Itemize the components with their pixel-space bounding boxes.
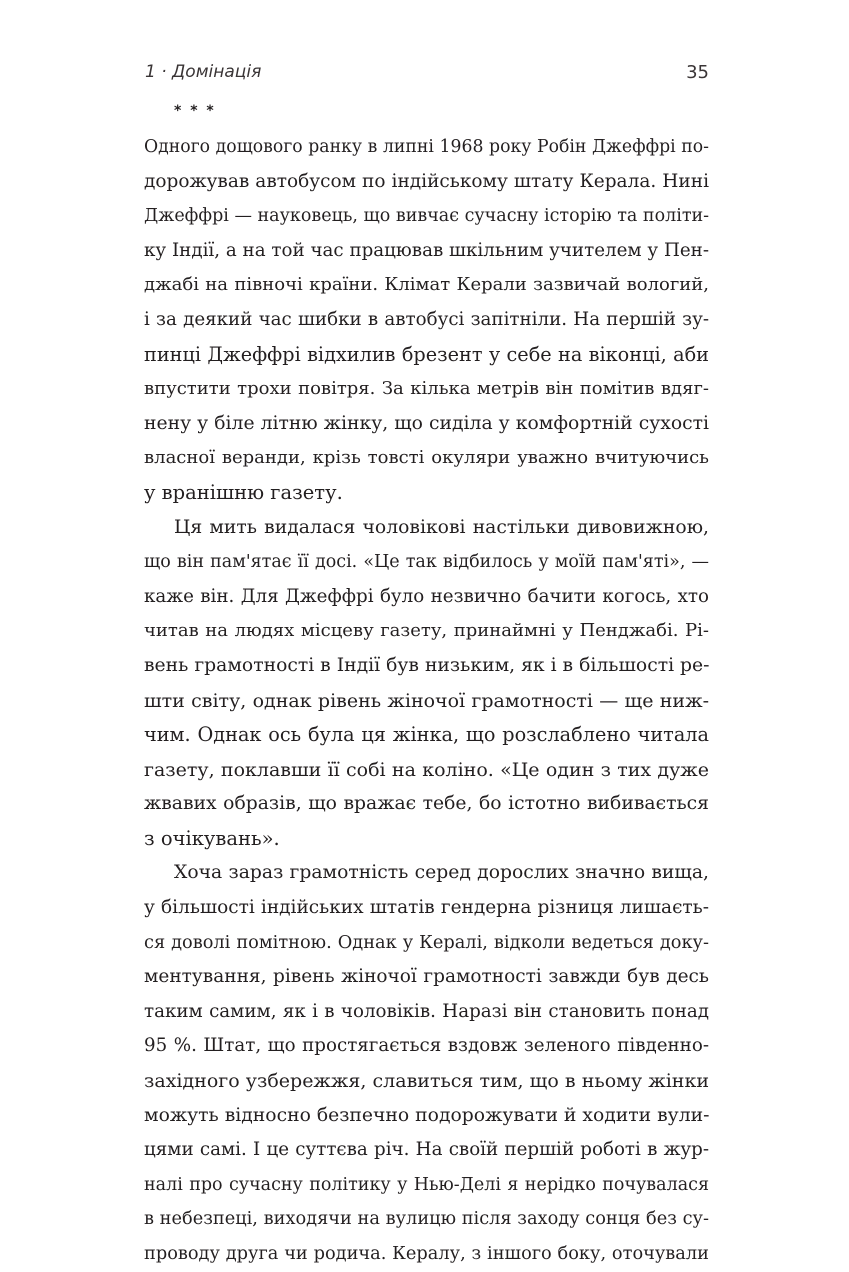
text-line: західного узбережжя, славиться тим, що в ньому жінки (144, 1070, 709, 1093)
text-line: налі про сучасну політику у Нью-Делі я нерідко почувалася (144, 1174, 709, 1195)
running-head (145, 62, 709, 86)
text-line: в небезпеці, виходячи на вулицю після заходу сонця без су- (144, 1209, 709, 1230)
text-line: Одного дощового ранку в липні 1968 року Робін Джеффрі по- (144, 137, 709, 157)
text-line: впустити трохи повітря. За кілька метрів він помітив вдяг- (144, 378, 709, 400)
text-line: нену у біле літню жінку, що сиділа у комфортній сухості (144, 412, 709, 434)
text-line: власної веранди, крізь товсті окуляри уважно вчитуючись (144, 447, 709, 469)
text-line: Джеффрі — науковець, що вивчає сучасну історію та політи- (144, 206, 710, 227)
text-line: таким самим, як і в чоловіків. Наразі він становить понад (144, 1000, 709, 1022)
text-line: вень грамотності в Індії був низьким, як і в більшості ре- (144, 654, 710, 676)
text-line: можуть відносно безпечно подорожувати й ходити вули- (144, 1104, 710, 1126)
page-number: 35 (686, 62, 709, 83)
text-line: газету, поклавши її собі на коліно. «Це один з тих дуже (144, 758, 709, 781)
text-line: чим. Однак ось була ця жінка, що розслаблено читала (144, 723, 709, 747)
body-text (144, 130, 709, 1272)
paragraph-1 (144, 130, 709, 511)
text-line: дорожував автобусом по індійському штату Керала. Нині (144, 170, 709, 192)
text-line: ку Індії, а на той час працював шкільним учителем у Пен- (144, 239, 709, 261)
text-line: читав на людях місцеву газету, принаймні у Пенджабі. Рі- (144, 620, 709, 642)
text-line: каже він. Для Джеффрі було незвично бачити когось, хто (144, 585, 709, 607)
text-line: ментування, рівень жіночої грамотності завжди був десь (144, 966, 709, 988)
text-line: ся доволі помітною. Однак у Кералі, відколи ведеться доку- (144, 932, 709, 953)
paragraph-2 (144, 511, 709, 857)
text-line: проводу друга чи родича. Кералу, з іншого боку, оточували (144, 1244, 709, 1264)
text-line: пинці Джеффрі відхилив брезент у себе на віконці, аби (144, 342, 709, 366)
chapter-title: 1 · Домінація (145, 62, 262, 82)
text-line: з очікувань». (144, 826, 280, 850)
section-break: * * * (174, 103, 216, 119)
text-line: шти світу, однак рівень жіночої грамотності — ще ниж- (144, 689, 709, 712)
text-line: у більшості індійських штатів гендерна різниця лишаєть- (144, 897, 709, 919)
text-line: Хоча зараз грамотність серед дорослих значно вища, (174, 862, 709, 884)
text-line: і за деякий час шибки в автобусі запітніли. На першій зу- (144, 308, 709, 330)
text-line: жвавих образів, що вражає тебе, бо істотно вибивається (144, 793, 709, 815)
paragraph-3 (144, 856, 709, 1271)
text-line: у вранішню газету. (144, 480, 343, 504)
text-line: що він пам'ятає її досі. «Це так відбилось у моїй пам'яті», — (144, 552, 709, 573)
text-line: цями самі. І це суттєва річ. На своїй першій роботі в жур- (144, 1139, 709, 1161)
text-line: Ця мить видалася чоловікові настільки дивовижною, (174, 516, 709, 538)
text-line: 95 %. Штат, що простягається вздовж зеленого південно- (144, 1035, 709, 1057)
text-line: джабі на півночі країни. Клімат Керали зазвичай вологий, (144, 274, 709, 296)
